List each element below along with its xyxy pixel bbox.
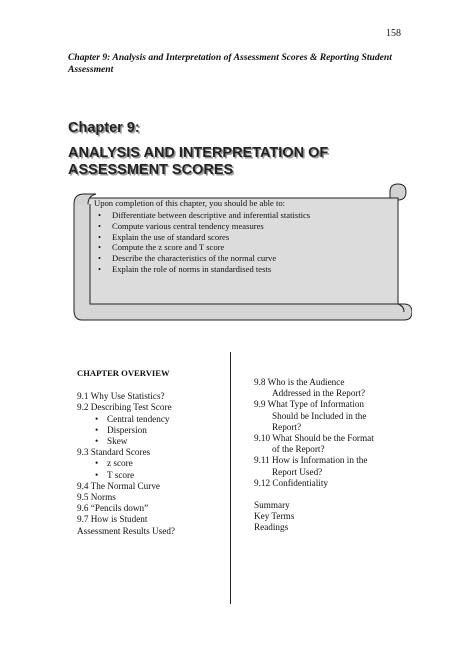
overview-item-9-7-cont: Assessment Results Used? bbox=[77, 525, 175, 536]
overview-left-column bbox=[77, 368, 225, 537]
objective-item: • Describe the characteristics of the normal curve bbox=[94, 253, 394, 264]
overview-item-9-8-cont: Addressed in the Report? bbox=[272, 388, 366, 399]
overview-item-9-11: 9.11 How is Information in the bbox=[254, 455, 368, 466]
overview-item-9-12: 9.12 Confidentiality bbox=[254, 477, 329, 488]
page-number: 158 bbox=[386, 28, 401, 39]
overview-item-9-9-cont: Should be Included in the bbox=[272, 410, 367, 421]
overview-summary: Summary bbox=[254, 500, 290, 511]
chapter-title: ANALYSIS AND INTERPRETATION OF ASSESSMENT SCORES bbox=[68, 145, 329, 178]
overview-item-9-1: 9.1 Why Use Statistics? bbox=[77, 391, 165, 402]
objective-item: • Compute various central tendency measures bbox=[94, 221, 394, 232]
overview-item-9-10: 9.10 What Should be the Format bbox=[254, 433, 374, 444]
overview-right-column bbox=[254, 377, 404, 534]
objectives-list bbox=[94, 210, 394, 275]
running-header: Chapter 9: Analysis and Interpretation of Assessment Scores & Reporting Student Assessment bbox=[68, 52, 392, 75]
overview-subitem: • z score bbox=[77, 458, 225, 469]
overview-item-9-9-cont: Report? bbox=[272, 421, 302, 432]
overview-subitem: • T score bbox=[77, 470, 225, 481]
overview-subitem: • Central tendency bbox=[77, 414, 225, 425]
overview-item-9-10-cont: of the Report? bbox=[272, 444, 325, 455]
column-divider bbox=[230, 352, 231, 604]
overview-subitem: • Skew bbox=[77, 436, 225, 447]
objectives-intro: Upon completion of this chapter, you should be able to: bbox=[94, 198, 286, 208]
objectives-box bbox=[94, 198, 394, 275]
overview-heading: CHAPTER OVERVIEW bbox=[77, 368, 170, 378]
overview-key-terms: Key Terms bbox=[254, 511, 295, 522]
overview-item-9-6: 9.6 “Pencils down” bbox=[77, 503, 149, 514]
learning-outcomes-scroll bbox=[66, 182, 412, 324]
chapter-label: Chapter 9: bbox=[68, 120, 140, 136]
objective-item: • Compute the z score and T score bbox=[94, 242, 394, 253]
overview-item-9-5: 9.5 Norms bbox=[77, 492, 116, 503]
overview-item-9-4: 9.4 The Normal Curve bbox=[77, 480, 161, 491]
objective-item: • Explain the role of norms in standardised tests bbox=[94, 264, 394, 275]
overview-subitem: • Dispersion bbox=[77, 425, 225, 436]
overview-item-9-3: 9.3 Standard Scores bbox=[77, 447, 151, 458]
overview-item-9-9: 9.9 What Type of Information bbox=[254, 399, 365, 410]
objective-item: • Differentiate between descriptive and inferential statistics bbox=[94, 210, 394, 221]
overview-item-9-8: 9.8 Who is the Audience bbox=[254, 377, 345, 387]
overview-item-9-2: 9.2 Describing Test Score bbox=[77, 402, 172, 413]
overview-item-9-7: 9.7 How is Student bbox=[77, 514, 148, 525]
overview-item-9-11-cont: Report Used? bbox=[272, 466, 323, 477]
objective-item: • Explain the use of standard scores bbox=[94, 232, 394, 243]
overview-readings: Readings bbox=[254, 522, 289, 533]
